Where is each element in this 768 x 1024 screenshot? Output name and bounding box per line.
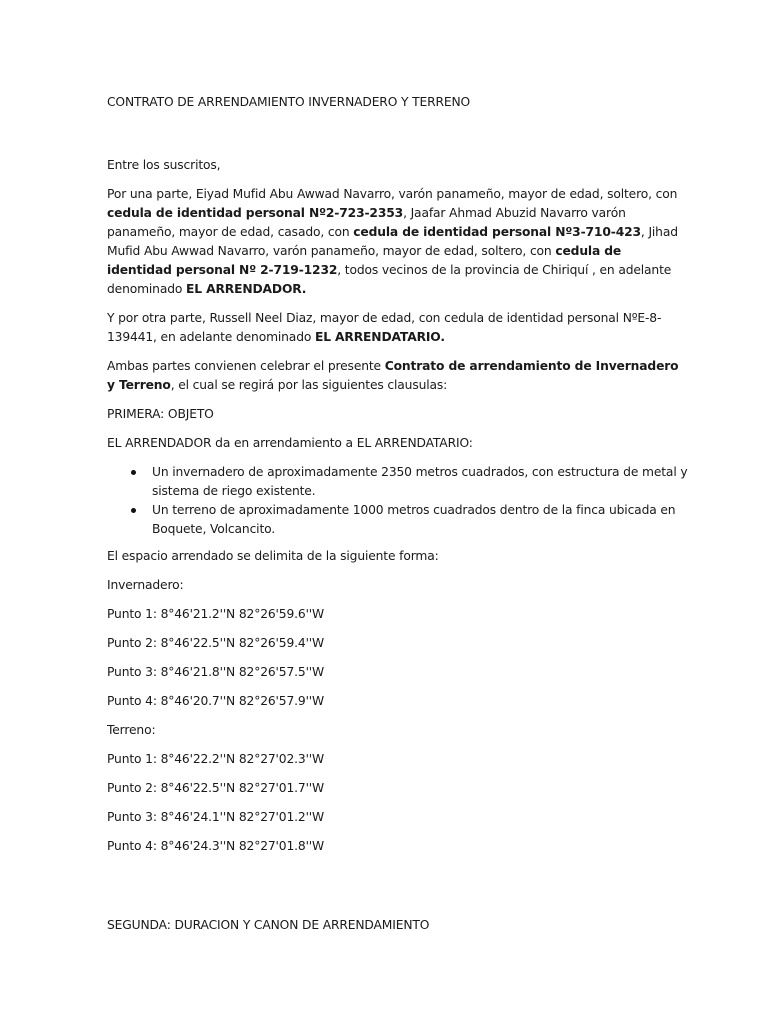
party-one-text-2: , Jaafar Ahmad Abuzid Navarro varón panameño, mayor de edad, casado, con [107,206,626,239]
land-point: Punto 4: 8°46'24.3''N 82°27'01.8''W [107,839,325,853]
spacer [107,866,688,916]
delimit-paragraph: El espacio arrendado se delimita de la siguiente forma: [107,549,439,563]
greenhouse-label: Invernadero: [107,578,184,592]
contract-name: Contrato de arrendamiento de Invernadero y Terreno [107,359,679,392]
party-one-id-2: cedula de identidad personal Nº3-710-423 [353,225,641,239]
greenhouse-point: Punto 3: 8°46'21.8''N 82°26'57.5''W [107,665,325,679]
list-item: Un terreno de aproximadamente 1000 metros cuadrados dentro de la finca ubicada en Boquete, Volcancito. [152,501,688,539]
party-two-paragraph [107,309,688,347]
clause-one-intro: EL ARRENDADOR da en arrendamiento a EL ARRENDATARIO: [107,436,473,450]
list-item: Un invernadero de aproximadamente 2350 metros cuadrados, con estructura de metal y sistema de riego existente. [152,463,688,501]
clause-one-heading: PRIMERA: OBJETO [107,407,214,421]
party-two-text: Y por otra parte, Russell Neel Diaz, mayor de edad, con cedula de identidad personal NºE-8-139441, en adelante denominado [107,311,662,344]
party-one-id-3: cedula de identidad personal Nº 2-719-1232 [107,244,622,277]
land-point: Punto 2: 8°46'22.5''N 82°27'01.7''W [107,781,325,795]
party-one-text-3: , Jihad Mufid Abu Awwad Navarro, varón panameño, mayor de edad, soltero, con [107,225,678,258]
land-point: Punto 1: 8°46'22.2''N 82°27'02.3''W [107,752,325,766]
greenhouse-point: Punto 4: 8°46'20.7''N 82°26'57.9''W [107,694,325,708]
agreement-text-2: , el cual se regirá por las siguientes clausulas: [170,378,448,392]
party-one-id-1: cedula de identidad personal Nº2-723-2353 [107,206,404,220]
greeting-paragraph: Entre los suscritos, [107,158,221,172]
leased-items-list [107,463,688,539]
lessee-label: EL ARRENDATARIO. [314,330,445,344]
land-point: Punto 3: 8°46'24.1''N 82°27'01.2''W [107,810,325,824]
land-label: Terreno: [107,723,156,737]
greenhouse-point: Punto 1: 8°46'21.2''N 82°26'59.6''W [107,607,325,621]
clause-two-heading: SEGUNDA: DURACION Y CANON DE ARRENDAMIENTO [107,918,430,932]
document-title: CONTRATO DE ARRENDAMIENTO INVERNADERO Y TERRENO [107,95,471,109]
agreement-paragraph [107,357,688,395]
party-one-text-1: Por una parte, Eiyad Mufid Abu Awwad Navarro, varón panameño, mayor de edad, soltero, con [107,187,678,201]
lessor-label: EL ARRENDADOR. [186,282,307,296]
agreement-text-1: Ambas partes convienen celebrar el presente [107,359,385,373]
party-one-text-4: , todos vecinos de la provincia de Chiriquí , en adelante denominado [107,263,672,296]
greenhouse-point: Punto 2: 8°46'22.5''N 82°26'59.4''W [107,636,325,650]
party-one-paragraph [107,185,688,299]
